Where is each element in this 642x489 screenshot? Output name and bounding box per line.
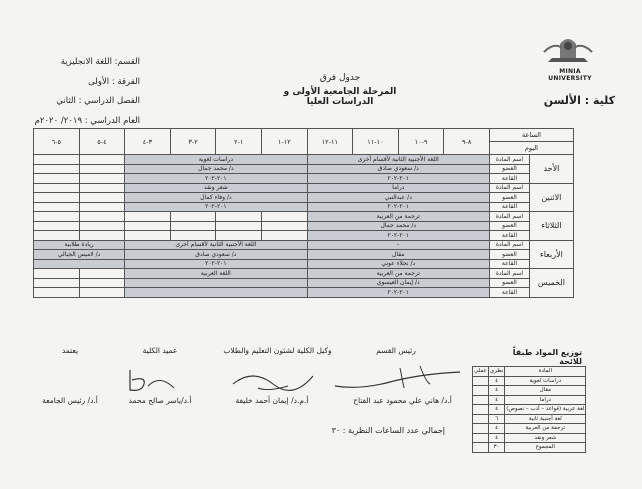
empty-cell (79, 278, 125, 288)
schedule-row (34, 212, 574, 222)
course-cell (34, 259, 125, 269)
row-label: اسم المادة (489, 212, 529, 222)
signature-title-vice-dean: وكيل الكلية لشئون التعليم والطلاب (223, 346, 332, 355)
row-label: اسم المادة (489, 269, 529, 279)
course-cell: ٢٠١-٢٠٢ (125, 259, 307, 269)
distribution-cell: ٤ (488, 405, 504, 415)
distribution-cell (473, 386, 489, 396)
course-cell: ٢٠١-٢٠٢ (307, 202, 489, 212)
schedule-row (34, 250, 574, 260)
empty-cell (79, 155, 125, 165)
time-slot-header: ١٢-١ (261, 129, 307, 155)
schedule-row (34, 193, 574, 203)
course-cell: اللغة الأجنبية الثانية لأقسام أخرى (125, 240, 307, 250)
schedule-row (34, 174, 574, 184)
empty-cell (34, 193, 80, 203)
time-slot-header: ٤-٥ (79, 129, 125, 155)
distribution-cell: لغة عربية (قواعد – أدب – نصوص) (506, 406, 585, 413)
distribution-cell (473, 395, 489, 405)
empty-cell (34, 164, 80, 174)
course-cell: اللغة الأجنبية الثانية لأقسام أخرى (307, 155, 489, 165)
row-label: القاعة (489, 288, 529, 298)
empty-cell (79, 174, 125, 184)
course-cell: د/ وفاء كمال (125, 193, 307, 203)
empty-cell (170, 212, 216, 222)
distribution-cell (473, 433, 489, 443)
distribution-cell: ترجمة من العربية (505, 424, 586, 434)
empty-cell (79, 221, 125, 231)
empty-cell (216, 221, 262, 231)
empty-cell (125, 221, 171, 231)
empty-cell (34, 288, 80, 298)
course-cell: ٢٠١-٢٠٢ (307, 231, 489, 241)
signature-mark-dean (120, 366, 180, 394)
time-slot-header: ٨-٩ (444, 129, 490, 155)
university-logo (540, 32, 596, 68)
schedule-table (33, 128, 574, 298)
distribution-header: عملي (474, 368, 487, 375)
total-theory-hours: إجمالي عدد الساعات النظرية : ٣٠ (331, 426, 445, 435)
distribution-cell: ٦ (488, 414, 504, 424)
distribution-row (473, 395, 586, 405)
distribution-cell: دراما (505, 395, 586, 405)
time-slot-header: ٣-٤ (125, 129, 171, 155)
document-title (270, 73, 410, 107)
schedule-row (34, 183, 574, 193)
empty-cell (79, 193, 125, 203)
distribution-cell (473, 405, 489, 415)
schedule-row (34, 269, 574, 279)
schedule-row (34, 240, 574, 250)
distribution-cell: مقال (505, 386, 586, 396)
time-slot-header: ٥-٦ (34, 129, 80, 155)
distribution-title: توزيع المواد طبقاً للائحة (512, 348, 582, 366)
empty-cell (79, 212, 125, 222)
signature-name-head: أ.د/ هاني علي محمود عبد الفتاح (353, 396, 452, 405)
distribution-cell: ٤ (488, 433, 504, 443)
corner-day: اليوم (489, 142, 573, 155)
level-label: الفرقة : الأولى (88, 76, 140, 87)
day-name: الاثنين (529, 183, 573, 212)
distribution-row (473, 376, 586, 386)
distribution-header: نظري (489, 368, 504, 375)
distribution-header: المادة (505, 367, 586, 377)
faculty-name: كلية : الألسن (543, 94, 615, 107)
empty-cell (79, 288, 125, 298)
distribution-total-value: ٣٠ (488, 443, 504, 453)
distribution-cell: ٤ (488, 424, 504, 434)
year-label: العام الدراسي : ٢٠١٩/ ٢٠٢٠م (34, 115, 140, 126)
distribution-cell: ٤ (488, 395, 504, 405)
distribution-cell (473, 424, 489, 434)
course-cell: ترجمة من العربية (307, 269, 489, 279)
signature-name-vice-dean: أ.م.د/ إيمان أحمد خليفة (235, 396, 309, 405)
day-name: الخميس (529, 269, 573, 298)
empty-cell (34, 155, 80, 165)
course-cell: اللغة العربية (125, 269, 307, 279)
row-label: العضو (489, 164, 529, 174)
empty-cell (34, 202, 80, 212)
row-label: اسم المادة (489, 155, 529, 165)
course-cell (125, 288, 307, 298)
time-slot-header: ٩-١٠ (398, 129, 444, 155)
signature-title-approve: يعتمد (61, 346, 79, 355)
day-name: الثلاثاء (529, 212, 573, 241)
course-cell: - (307, 240, 489, 250)
signature-title-dean: عميد الكلية (142, 346, 178, 355)
empty-cell (34, 183, 80, 193)
distribution-cell: لغة أجنبية ثانية (505, 414, 586, 424)
course-cell: د/ نجلاء عوني (307, 259, 489, 269)
title-line-2: المرحلة الجامعية الأولى و الدراسات العليا (283, 87, 397, 107)
day-name: الأحد (529, 155, 573, 184)
empty-cell (216, 212, 262, 222)
row-label: العضو (489, 221, 529, 231)
course-cell: ٢٠١-٢٠٢ (125, 174, 307, 184)
empty-cell (125, 231, 171, 241)
empty-cell (125, 212, 171, 222)
empty-cell (79, 269, 125, 279)
course-cell: د/ محمد جمال (125, 164, 307, 174)
row-label: القاعة (489, 259, 529, 269)
signature-name-dean: أ.د/ياسر صالح محمد (128, 396, 192, 405)
course-cell: ريادة طلابية (34, 240, 125, 250)
course-cell: د/ سعودي صادق (125, 250, 307, 260)
empty-cell (34, 174, 80, 184)
row-label: العضو (489, 193, 529, 203)
day-name: الأربعاء (529, 240, 573, 269)
logo-text: MINIA UNIVERSITY (548, 68, 592, 82)
schedule-row (34, 259, 574, 269)
schedule-row (34, 221, 574, 231)
empty-cell (34, 278, 80, 288)
empty-cell (261, 231, 307, 241)
time-slot-header: ١٠-١١ (353, 129, 399, 155)
row-label: القاعة (489, 202, 529, 212)
course-cell: ٢٠١-٢٠٢ (307, 288, 489, 298)
schedule-row (34, 278, 574, 288)
schedule-row (34, 202, 574, 212)
distribution-total-label: المجموع (505, 443, 586, 453)
course-cell: ٢٠١-٢٠٢ (307, 174, 489, 184)
distribution-row (473, 386, 586, 396)
row-label: اسم المادة (489, 240, 529, 250)
corner-time: الساعة (489, 129, 573, 142)
time-slot-header: ١-٢ (216, 129, 262, 155)
course-cell: د/ محمد جمال (307, 221, 489, 231)
distribution-cell (473, 443, 489, 453)
distribution-cell: ٤ (488, 386, 504, 396)
schedule-row (34, 164, 574, 174)
signature-name-president: أ.د/ رئيس الجامعة (42, 396, 98, 405)
distribution-cell: ٤ (488, 376, 504, 386)
empty-cell (34, 221, 80, 231)
course-cell: شعر ونقد (125, 183, 307, 193)
department-label: القسم: اللغة الانجليزية (60, 57, 140, 67)
schedule-info (34, 53, 140, 131)
empty-cell (34, 231, 80, 241)
distribution-cell (473, 376, 489, 386)
course-cell: د/ عبدالنبي (307, 193, 489, 203)
distribution-cell (473, 414, 489, 424)
row-label: القاعة (489, 231, 529, 241)
empty-cell (261, 212, 307, 222)
course-cell: مقال (307, 250, 489, 260)
empty-cell (34, 269, 80, 279)
row-label: القاعة (489, 174, 529, 184)
empty-cell (216, 231, 262, 241)
empty-cell (79, 183, 125, 193)
row-label: اسم المادة (489, 183, 529, 193)
empty-cell (79, 164, 125, 174)
schedule-row (34, 155, 574, 165)
course-cell: دراما (307, 183, 489, 193)
time-slot-header: ١١-١٢ (307, 129, 353, 155)
distribution-cell: شعر ونقد (505, 433, 586, 443)
empty-cell (79, 202, 125, 212)
course-cell: د/ إيمان العيسوي (307, 278, 489, 288)
course-cell: د/ لاميس الجبالي (34, 250, 125, 260)
distribution-cell: دراسات لغوية (505, 376, 586, 386)
course-cell: ٢٠١-٢٠٢ (125, 202, 307, 212)
signature-mark-head (330, 362, 470, 394)
course-cell: ترجمة من العربية (307, 212, 489, 222)
empty-cell (170, 231, 216, 241)
signature-title-head: رئيس القسم (376, 346, 416, 355)
distribution-row (473, 433, 586, 443)
signature-mark-vice-dean (228, 362, 318, 394)
empty-cell (79, 231, 125, 241)
distribution-table (472, 366, 586, 453)
term-label: الفصل الدراسي : الثاني (56, 96, 140, 106)
course-cell (125, 278, 307, 288)
schedule-row (34, 231, 574, 241)
empty-cell (34, 212, 80, 222)
distribution-row (473, 414, 586, 424)
schedule-row (34, 288, 574, 298)
row-label: العضو (489, 278, 529, 288)
course-cell: دراسات لغوية (125, 155, 307, 165)
title-line-1: جدول فرق (319, 73, 361, 83)
distribution-row (473, 424, 586, 434)
empty-cell (261, 221, 307, 231)
distribution-row (473, 405, 586, 415)
row-label: العضو (489, 250, 529, 260)
empty-cell (170, 221, 216, 231)
time-slot-header: ٢-٣ (170, 129, 216, 155)
course-cell: د/ سعودي صادق (307, 164, 489, 174)
